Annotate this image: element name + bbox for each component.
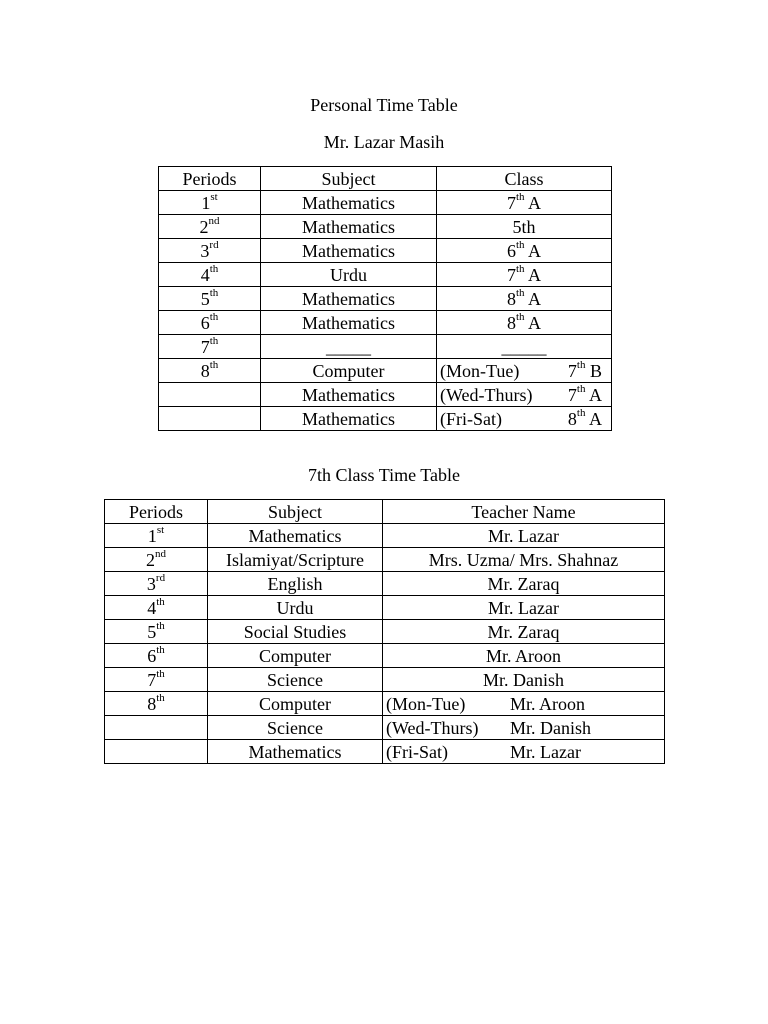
class-ordinal: th [515,286,525,299]
table-row [105,692,665,716]
table-row [159,263,612,287]
teacher-name: Mr. Danish [510,717,591,738]
class-ordinal: th [515,190,525,203]
class-section: B [585,360,602,381]
table-row [159,215,612,239]
table-row [159,239,612,263]
period-number: 1 [147,525,157,546]
teacher-cell [383,716,665,740]
day-teacher-pair [386,741,661,763]
period-cell [105,620,208,644]
period-ordinal: th [209,262,219,275]
period-ordinal: th [156,691,165,704]
class-ordinal: th [576,382,586,395]
subject-cell: Computer [208,692,383,716]
day-class-pair [440,360,608,382]
period-number: 7 [147,669,157,690]
period-cell [159,263,261,287]
table-row [105,716,665,740]
period-cell [159,239,261,263]
period-number: 3 [146,573,156,594]
personal-timetable-title: Personal Time Table [310,95,458,115]
day-teacher-pair [386,717,661,739]
column-header-periods: Periods [105,500,208,524]
period-cell [159,311,261,335]
period-number: 8 [147,693,157,714]
subject-cell: Mathematics [261,239,437,263]
subject-cell: Science [208,716,383,740]
period-number: 4 [200,264,210,285]
class-number: 7 [567,384,577,405]
period-cell [105,524,208,548]
class-value [568,408,602,430]
period-cell [105,548,208,572]
period-number: 5 [147,621,157,642]
table-row [105,524,665,548]
teacher-name: Mr. Aroon [510,693,586,714]
table-row [159,335,612,359]
teacher-cell: Mrs. Uzma/ Mrs. Shahnaz [383,548,665,572]
class-cell [437,335,612,359]
class-cell [437,215,612,239]
class-cell [437,191,612,215]
column-header-subject: Subject [261,167,437,191]
period-cell [105,644,208,668]
class-ordinal: th [576,406,586,419]
table-row [159,383,612,407]
teacher-cell: Mr. Zaraq [383,620,665,644]
teacher-name-heading: Mr. Lazar Masih [323,132,445,152]
class-section: A [524,240,542,261]
day-class-pair [440,384,608,406]
subject-cell: English [208,572,383,596]
period-number: 1 [201,192,211,213]
table-row [105,740,665,764]
period-number: 4 [147,597,157,618]
class-ordinal: th [515,310,525,323]
period-ordinal: th [209,286,219,299]
subject-cell: Mathematics [261,407,437,431]
class-cell [437,239,612,263]
day-class-pair [440,408,608,430]
period-ordinal: nd [208,214,220,227]
teacher-cell: Mr. Lazar [383,596,665,620]
subject-cell: Computer [208,644,383,668]
class-ordinal: th [515,262,525,275]
column-header-teacher: Teacher Name [383,500,665,524]
subject-cell: Mathematics [261,287,437,311]
subject-cell: Islamiyat/Scripture [208,548,383,572]
subject-cell: Mathematics [261,311,437,335]
table-row [159,359,612,383]
day-teacher-pair [386,693,661,715]
subject-cell: Mathematics [261,383,437,407]
column-header-subject: Subject [208,500,383,524]
class-section: A [524,312,542,333]
period-number: 7 [200,336,210,357]
subject-cell: Social Studies [208,620,383,644]
period-cell [105,668,208,692]
period-cell [105,572,208,596]
period-number: 8 [200,360,210,381]
period-cell [159,383,261,407]
table-row [159,407,612,431]
period-cell [105,740,208,764]
class-section: A [524,264,542,285]
class-value [568,360,602,382]
header-row [105,500,665,524]
period-number: 6 [200,312,210,333]
class-section: A [585,384,602,405]
period-ordinal: th [156,595,165,608]
class-cell [437,383,612,407]
period-number: 2 [146,549,155,570]
teacher-cell: Mr. Lazar [383,524,665,548]
class-section: A [585,408,602,429]
class7-timetable-title: 7th Class Time Table [308,465,460,485]
period-ordinal: th [209,358,219,371]
subject-cell: Science [208,668,383,692]
teacher-cell [383,740,665,764]
class-number: 5th [512,216,536,237]
class-ordinal: th [515,238,525,251]
class-cell [437,359,612,383]
class-cell [437,311,612,335]
day-range: (Fri-Sat) [386,741,448,762]
table-row [105,548,665,572]
table-row [105,572,665,596]
class-number: 7 [567,360,577,381]
class-number: 7 [506,192,516,213]
table-row [159,191,612,215]
period-ordinal: th [209,334,219,347]
class-section: A [524,288,542,309]
period-cell [159,407,261,431]
class-number: 8 [506,288,516,309]
subject-cell: Urdu [208,596,383,620]
day-range: (Wed-Thurs) [386,717,479,738]
teacher-cell: Mr. Aroon [383,644,665,668]
class-section: A [524,192,542,213]
day-range: (Mon-Tue) [386,693,466,714]
teacher-cell: Mr. Danish [383,668,665,692]
period-ordinal: th [156,667,165,680]
period-cell [105,716,208,740]
period-cell [159,287,261,311]
class-number: 8 [567,408,577,429]
class-number: _____ [501,336,547,357]
teacher-cell: Mr. Zaraq [383,572,665,596]
period-ordinal: st [210,190,218,203]
class-number: 7 [506,264,516,285]
table-row [105,644,665,668]
subject-cell: _____ [261,335,437,359]
column-header-class: Class [437,167,612,191]
period-number: 5 [200,288,210,309]
column-header-periods: Periods [159,167,261,191]
period-cell [105,596,208,620]
subject-cell: Mathematics [261,215,437,239]
class-cell [437,263,612,287]
teacher-cell [383,692,665,716]
day-range: (Mon-Tue) [440,360,520,381]
table-row [159,287,612,311]
table-row [159,311,612,335]
period-ordinal: th [156,619,165,632]
class7-timetable [104,499,665,764]
period-number: 3 [200,240,210,261]
subject-cell: Mathematics [208,524,383,548]
table-row [105,620,665,644]
period-cell [159,335,261,359]
class-cell [437,407,612,431]
personal-timetable [158,166,612,431]
period-ordinal: th [209,310,219,323]
period-number: 6 [147,645,157,666]
class-cell [437,287,612,311]
table-row [105,668,665,692]
period-cell [159,191,261,215]
period-ordinal: rd [155,571,166,584]
subject-cell: Mathematics [208,740,383,764]
teacher-name: Mr. Lazar [510,741,581,762]
period-ordinal: th [156,643,165,656]
class-ordinal: th [576,358,586,371]
class-value [568,384,602,406]
period-cell [159,359,261,383]
subject-cell: Urdu [261,263,437,287]
period-ordinal: nd [155,547,166,560]
period-ordinal: st [156,523,165,536]
period-ordinal: rd [209,238,219,251]
day-range: (Wed-Thurs) [440,384,533,405]
subject-cell: Computer [261,359,437,383]
period-number: 2 [199,216,209,237]
period-cell [159,215,261,239]
class-number: 8 [506,312,516,333]
header-row [159,167,612,191]
subject-cell: Mathematics [261,191,437,215]
table-row [105,596,665,620]
period-cell [105,692,208,716]
day-range: (Fri-Sat) [440,408,502,429]
class-number: 6 [506,240,516,261]
